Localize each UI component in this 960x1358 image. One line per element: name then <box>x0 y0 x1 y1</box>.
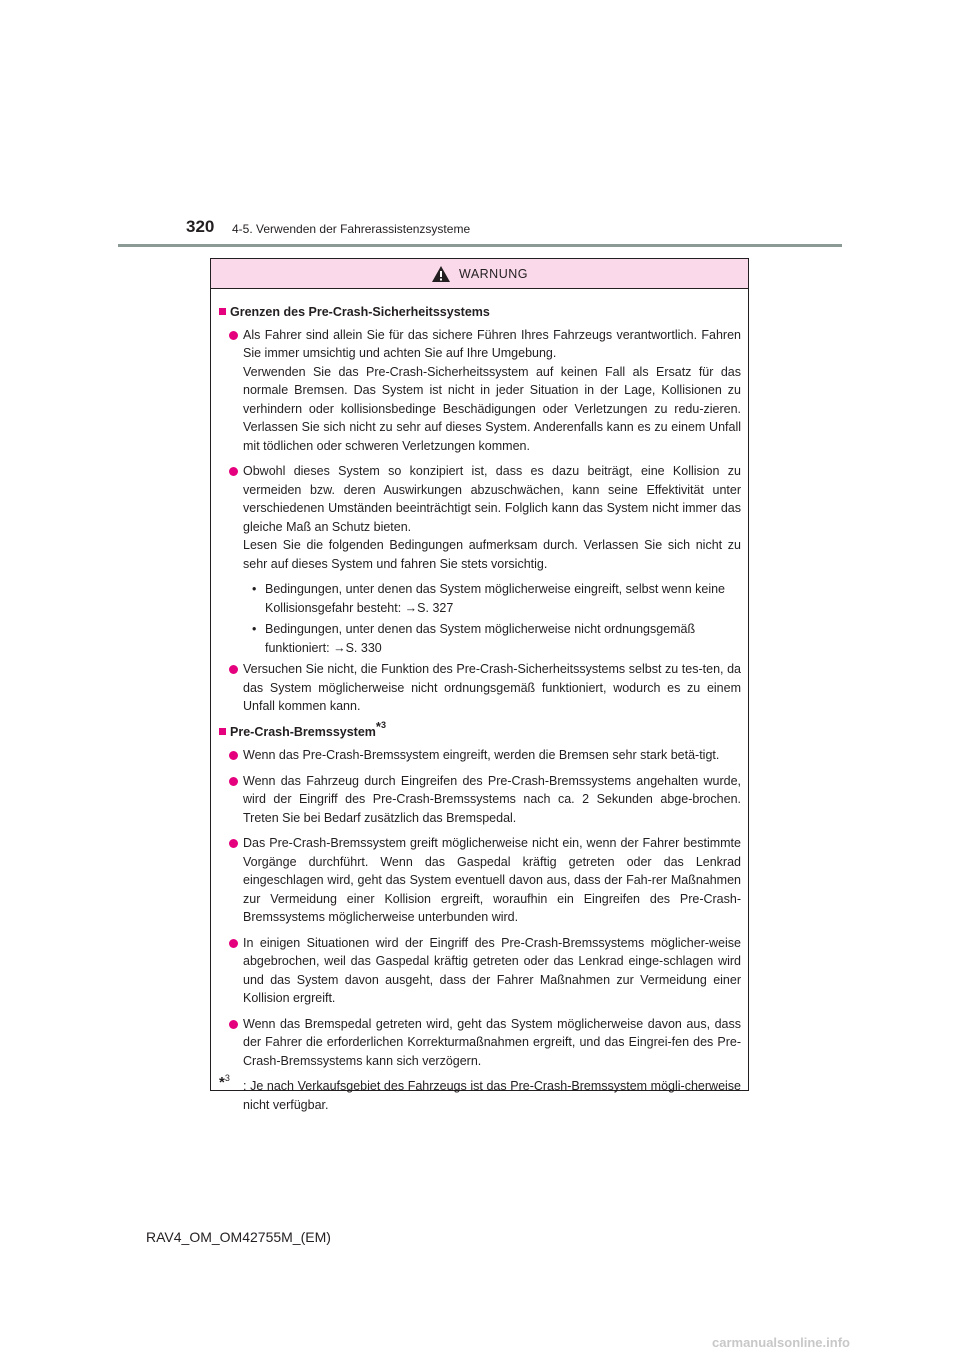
bullet-item <box>219 462 741 573</box>
bullet-paragraph: Lesen Sie die folgenden Bedingungen aufmerksam durch. Verlassen Sie sich nicht zu sehr auf dieses System und fahren Sie stets vorsichtig. <box>243 538 741 571</box>
section-heading-text: Grenzen des Pre-Crash-Sicherheitssystems <box>230 305 490 319</box>
section-title: 4-5. Verwenden der Fahrerassistenzsysteme <box>232 222 471 236</box>
footnote-star: * <box>219 1074 225 1091</box>
footnote-number: 3 <box>224 1073 230 1083</box>
bullet-item <box>219 746 741 765</box>
sub-bullet-marker: • <box>252 582 257 596</box>
footnote-text: : Je nach Verkaufsgebiet des Fahrzeugs ist das Pre-Crash-Bremssystem mögli-cherweise nicht verfügbar. <box>243 1079 741 1112</box>
round-bullet-icon <box>229 1020 238 1029</box>
warning-body <box>211 289 748 1114</box>
bullet-paragraph: Wenn das Fahrzeug durch Eingreifen des Pre-Crash-Bremssystems angehalten wurde, wird der Eingriff des Pre-Crash-Bremssystems nach ca. 2 Sekunden abge-brochen. Treten Sie bei Bedarf zusätzlich das Bremspedal. <box>243 773 741 825</box>
bullet-item <box>219 660 741 716</box>
bullet-paragraph: Verwenden Sie das Pre-Crash-Sicherheitssystem auf keinen Fall als Ersatz für das normale Bremsen. Das System ist nicht in jeder Situation in der Lage, Kollisionen zu verhindern oder kollisionsbedinge Beschädigungen oder Verletzungen zu redu-zieren. Verlassen Sie sich nicht zu sehr auf dieses System. Anderenfalls kann es zu einem Unfall mit tödlichen oder schweren Verletzungen kommen. <box>243 364 741 453</box>
bullet-item <box>219 1015 741 1071</box>
bullet-paragraph: Wenn das Pre-Crash-Bremssystem eingreift, werden die Bremsen sehr stark betä-tigt. <box>243 748 720 762</box>
bullet-paragraph: Das Pre-Crash-Bremssystem greift möglicherweise nicht ein, wenn der Fahrer bestimmte Vorgänge durchführt. Wenn das Gaspedal kräftig getreten oder das Lenkrad eingeschlagen wird, geht das System eventuell davon aus, dass der Fah-rer Maßnahmen zur Vermeidung einer Kollision ergreift, woraufhin ein Eingreifen des Pre-Crash-Bremssystems möglicherweise unterbunden wird. <box>243 836 741 924</box>
square-bullet-icon <box>219 308 226 315</box>
round-bullet-icon <box>229 467 238 476</box>
round-bullet-icon <box>229 331 238 340</box>
bullet-item <box>219 772 741 828</box>
sub-bullet-item <box>219 620 741 657</box>
sub-bullet-text: Bedingungen, unter denen das System möglicherweise eingreift, selbst wenn keine Kollisionsgefahr besteht: →S. 327 <box>265 582 725 615</box>
round-bullet-icon <box>229 839 238 848</box>
bullet-paragraph: In einigen Situationen wird der Eingriff des Pre-Crash-Bremssystems möglicher-weise abgebrochen, weil das Gaspedal kräftig getreten oder das Lenkrad einge-schlagen wird und das System davon ausgeht, dass der Fahrer Maßnahmen zur Vermeidung einer Kollision ergreift. <box>243 935 741 1005</box>
section-heading-text: Pre-Crash-Bremssystem <box>230 724 376 739</box>
sub-bullet-item <box>219 580 741 617</box>
warning-title: WARNUNG <box>458 266 528 281</box>
bullet-paragraph: Versuchen Sie nicht, die Funktion des Pre-Crash-Sicherheitssystems selbst zu tes-ten, da das System möglicherweise nicht ordnungsgemäß funktioniert, wodurch es zu einem Unfall kommen kann. <box>243 662 741 713</box>
round-bullet-icon <box>229 777 238 786</box>
page-number: 320 <box>186 217 215 236</box>
bullet-paragraph: Als Fahrer sind allein Sie für das sichere Führen Ihres Fahrzeugs verantwortlich. Fahren Sie immer umsichtig und achten Sie auf Ihre Umgebung. <box>243 327 741 360</box>
square-bullet-icon <box>219 728 226 735</box>
section-heading <box>219 303 741 322</box>
watermark: carmanualsonline.info <box>712 1335 850 1350</box>
bullet-item <box>219 934 741 1008</box>
footnote-marker <box>219 1074 230 1094</box>
footnote-star: * <box>375 718 381 734</box>
footnote-ref: 3 <box>380 719 386 730</box>
round-bullet-icon <box>229 665 238 674</box>
section-heading <box>219 718 741 743</box>
header-rule <box>118 244 842 247</box>
sub-bullet-marker: • <box>252 622 257 636</box>
bullet-paragraph: Obwohl dieses System so konzipiert ist, dass es dazu beiträgt, eine Kollision zu vermeiden bzw. deren Auswirkungen abzuschwächen, kann seine Effektivität unter verschiedenen Umständen beeinträchtigt sein. Folglich kann das System nicht immer das gleiche Maß an Schutz bieten. <box>243 464 741 534</box>
warning-box <box>210 258 749 1112</box>
bullet-item <box>219 326 741 456</box>
round-bullet-icon <box>229 939 238 948</box>
round-bullet-icon <box>229 751 238 760</box>
doc-code: RAV4_OM_OM42755M_(EM) <box>146 1229 331 1245</box>
warning-header <box>211 259 748 289</box>
sub-bullet-text: Bedingungen, unter denen das System möglicherweise nicht ordnungsgemäß funktioniert: →S. 330 <box>265 622 696 655</box>
bullet-item <box>219 834 741 927</box>
warning-triangle-icon <box>431 265 451 283</box>
footnote <box>219 1073 741 1114</box>
bullet-paragraph: Wenn das Bremspedal getreten wird, geht das System möglicherweise davon aus, dass der Fahrer die erforderlichen Korrekturmaßnahmen ergreift, und das Eingrei-fen des Pre-Crash-Bremssystems kann sich verzögern. <box>243 1016 741 1068</box>
